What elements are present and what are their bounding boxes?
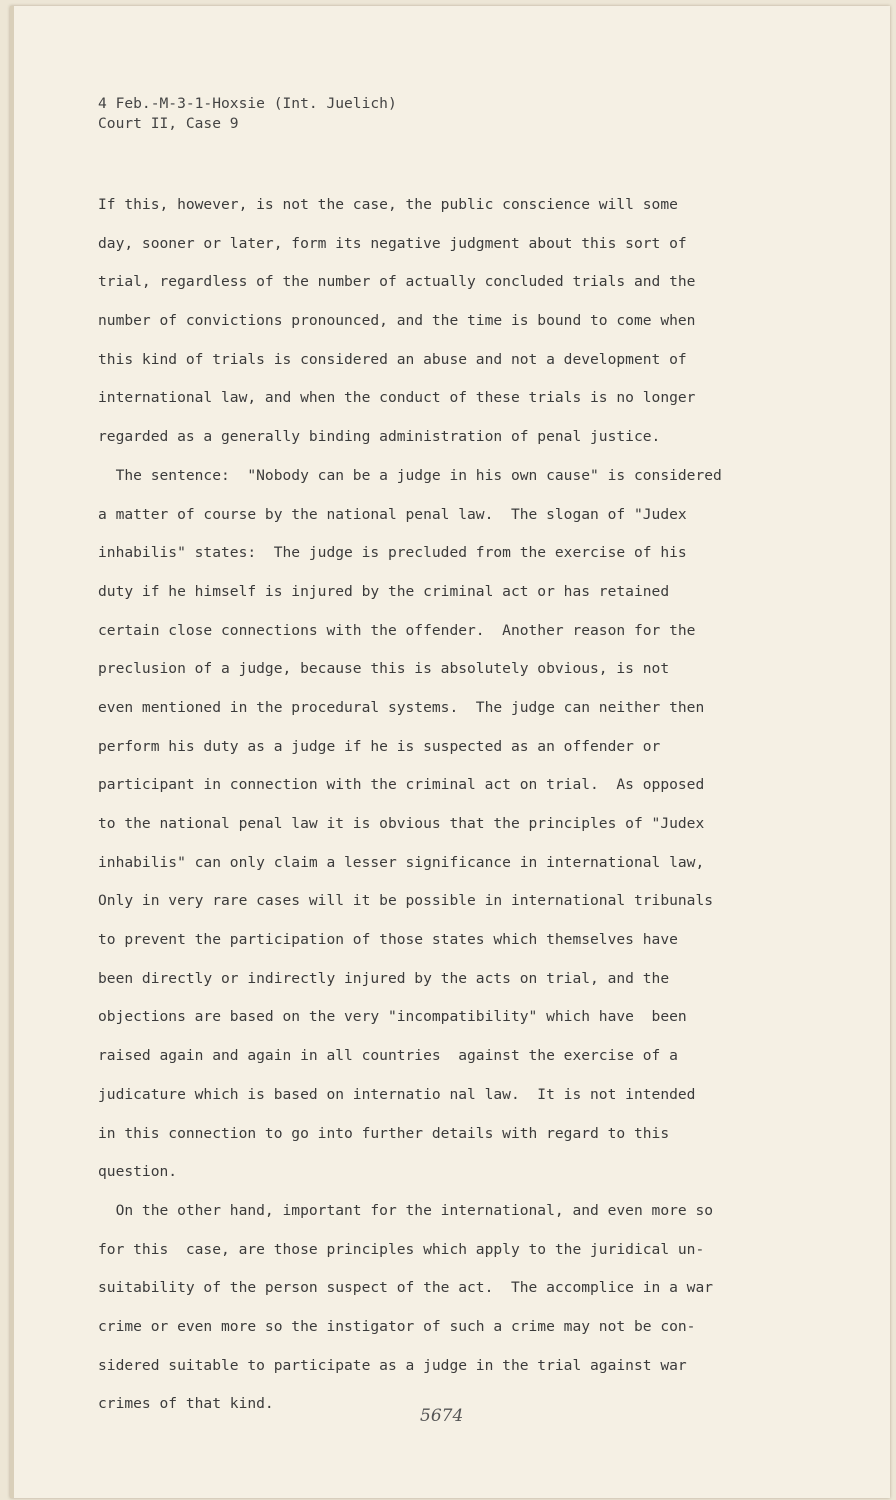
body-line: judicature which is based on internatio nal law. It is not intended bbox=[98, 1085, 696, 1103]
body-line: crimes of that kind. bbox=[98, 1395, 274, 1413]
body-line: a matter of course by the national penal law. The slogan of "Judex bbox=[98, 505, 687, 523]
body-line: been directly or indirectly injured by the acts on trial, and the bbox=[98, 969, 670, 987]
body-line: certain close connections with the offender. Another reason for the bbox=[98, 621, 696, 639]
body-line: to the national penal law it is obvious that the principles of "Judex bbox=[98, 815, 705, 832]
body-line: On the other hand, important for the international, and even more so bbox=[98, 1201, 714, 1219]
body-line: participant in connection with the criminal act on trial. As opposed bbox=[98, 776, 705, 794]
page-edge bbox=[10, 6, 14, 1498]
body-line: perform his duty as a judge if he is suspected as an offender or bbox=[98, 737, 661, 755]
document-page bbox=[10, 6, 890, 1498]
body-line: this kind of trials is considered an abuse and not a development of bbox=[98, 350, 687, 368]
body-line: for this case, are those principles which apply to the juridical un- bbox=[98, 1240, 705, 1258]
body-line: to prevent the participation of those states which themselves have bbox=[98, 931, 678, 949]
body-line: The sentence: "Nobody can be a judge in his own cause" is considered bbox=[98, 466, 722, 484]
body-text bbox=[98, 186, 798, 1424]
body-line: If this, however, is not the case, the public conscience will some bbox=[98, 196, 678, 213]
body-line: in this connection to go into further details with regard to this bbox=[98, 1124, 670, 1142]
body-line: objections are based on the very "incompatibility" which have been bbox=[98, 1008, 687, 1026]
body-line: trial, regardless of the number of actually concluded trials and the bbox=[98, 273, 696, 291]
body-line: raised again and again in all countries against the exercise of a bbox=[98, 1047, 678, 1065]
body-line: crime or even more so the instigator of such a crime may not be con- bbox=[98, 1317, 696, 1335]
header-line-1: 4 Feb.-M-3-1-Hoxsie (Int. Juelich) bbox=[98, 95, 397, 112]
body-line: question. bbox=[98, 1163, 178, 1181]
body-line: even mentioned in the procedural systems. The judge can neither then bbox=[98, 698, 705, 716]
body-line: sidered suitable to participate as a judge in the trial against war bbox=[98, 1356, 687, 1374]
body-line: number of convictions pronounced, and the time is bound to come when bbox=[98, 312, 696, 330]
body-line: Only in very rare cases will it be possible in international tribunals bbox=[98, 892, 714, 910]
body-line: inhabilis" states: The judge is precluded from the exercise of his bbox=[98, 544, 687, 562]
document-header bbox=[98, 94, 397, 134]
body-line: preclusion of a judge, because this is absolutely obvious, is not bbox=[98, 660, 670, 678]
body-line: duty if he himself is injured by the criminal act or has retained bbox=[98, 582, 670, 600]
header-line-2: Court II, Case 9 bbox=[98, 115, 239, 132]
body-line: day, sooner or later, form its negative judgment about this sort of bbox=[98, 234, 687, 252]
body-line: regarded as a generally binding administration of penal justice. bbox=[98, 428, 661, 446]
page-number: 5674 bbox=[420, 1406, 464, 1426]
body-line: suitability of the person suspect of the act. The accomplice in a war bbox=[98, 1279, 714, 1297]
body-line: international law, and when the conduct of these trials is no longer bbox=[98, 389, 696, 407]
body-line: inhabilis" can only claim a lesser significance in international law, bbox=[98, 853, 705, 871]
